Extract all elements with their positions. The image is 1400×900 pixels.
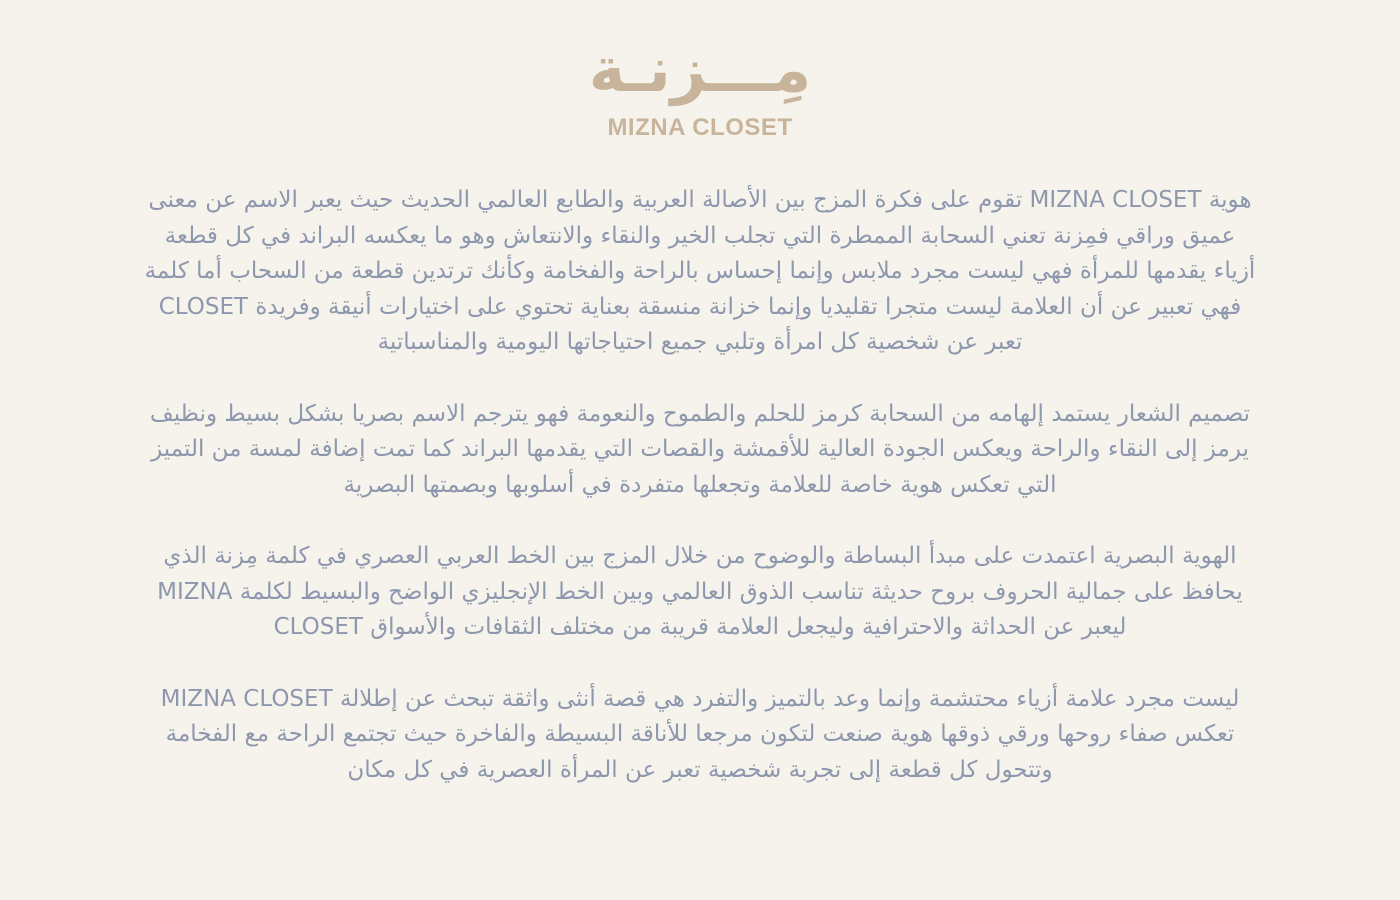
text-line: عميق وراقي فمِزنة تعني السحابة الممطرة التي تجلب الخير والنقاء والانتعاش وهو ما يعكسه البراند في كل قطعة bbox=[164, 222, 1236, 249]
paragraph-brand-promise bbox=[60, 682, 1340, 789]
paragraph-logo-design bbox=[60, 397, 1340, 504]
text-line: أزياء يقدمها للمرأة فهي ليست مجرد ملابس وإنما إحساس بالراحة والفخامة وكأنك ترتدين قطعة من السحاب أما كلمة bbox=[144, 258, 1256, 284]
text-line: CLOSET ليعبر عن الحداثة والاحترافية وليجعل العلامة قريبة من مختلف الثقافات والأسواق bbox=[273, 614, 1127, 640]
text-line: CLOSET فهي تعبير عن أن العلامة ليست متجرا تقليديا وإنما خزانة منسقة بعناية تحتوي على اختيارات أنيقة وفريدة bbox=[158, 293, 1242, 320]
brand-description bbox=[60, 183, 1340, 824]
logo-arabic-wordmark: مِـــزنـة bbox=[588, 33, 812, 106]
text-line: التي تعكس هوية خاصة للعلامة وتجعلها متفردة في أسلوبها وبصمتها البصرية bbox=[343, 471, 1057, 498]
paragraph-visual-identity bbox=[60, 539, 1340, 646]
text-line: يرمز إلى النقاء والراحة ويعكس الجودة العالية للأقمشة والقصات التي يقدمها البراند كما تمت إضافة لمسة من التميز bbox=[151, 436, 1249, 462]
text-line: MIZNA CLOSET ليست مجرد علامة أزياء محتشمة وإنما وعد بالتميز والتفرد هي قصة أنثى واثقة تبحث عن إطلالة bbox=[160, 685, 1240, 712]
logo-latin-wordmark: MIZNA CLOSET bbox=[607, 114, 793, 141]
text-line: الهوية البصرية اعتمدت على مبدأ البساطة والوضوح من خلال المزج بين الخط العربي العصري في كلمة مِزنة الذي bbox=[163, 543, 1237, 569]
text-line: تعكس صفاء روحها ورقي ذوقها هوية صنعت لتكون مرجعا للأناقة البسيطة والفاخرة حيث تجتمع الراحة مع الفخامة bbox=[165, 721, 1235, 747]
text-line: يحافظ على جمالية الحروف بروح حديثة تناسب الذوق العالمي وبين الخط الإنجليزي الواضح والبسيط لكلمة MIZNA bbox=[157, 578, 1243, 605]
text-line: هوية MIZNA CLOSET تقوم على فكرة المزج بين الأصالة العربية والطابع العالمي الحديث حيث يعبر الاسم عن معنى bbox=[148, 187, 1252, 213]
text-line: تعبر عن شخصية كل امرأة وتلبي جميع احتياجاتها اليومية والمناسباتية bbox=[377, 329, 1023, 355]
text-line: تصميم الشعار يستمد إلهامه من السحابة كرمز للحلم والطموح والنعومة فهو يترجم الاسم بصريا بشكل بسيط ونظيف bbox=[149, 400, 1251, 427]
paragraph-brand-identity bbox=[60, 183, 1340, 361]
brand-logo bbox=[0, 34, 1400, 142]
text-line: وتتحول كل قطعة إلى تجربة شخصية تعبر عن المرأة العصرية في كل مكان bbox=[347, 756, 1053, 783]
